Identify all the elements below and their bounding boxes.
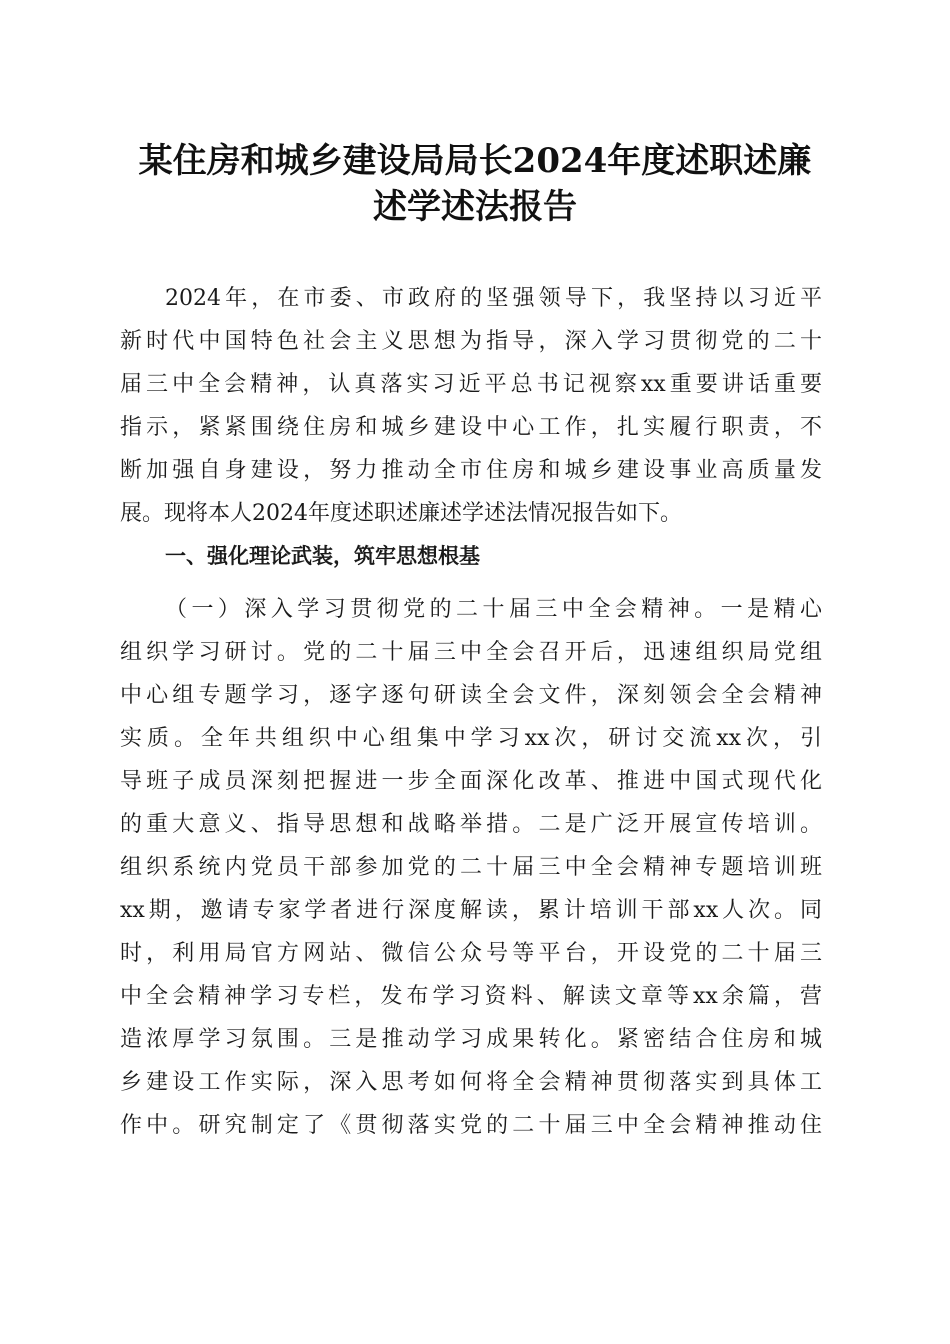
body-line: 新时代中国特色社会主义思想为指导，深入学习贯彻党的二十: [120, 329, 822, 354]
body-line: 指示，紧紧围绕住房和城乡建设中心工作，扎实履行职责，不: [120, 415, 822, 440]
body-line: 导班子成员深刻把握进一步全面深化改革、推进中国式现代化: [120, 769, 822, 794]
body-line: 中全会精神学习专栏，发布学习资料、解读文章等xx余篇，营: [120, 984, 822, 1009]
body-line: 中心组专题学习，逐字逐句研读全会文件，深刻领会全会精神: [120, 683, 822, 708]
body-line: 断加强自身建设，努力推动全市住房和城乡建设事业高质量发: [120, 458, 822, 483]
document-title-line-2: 述学述法报告: [373, 187, 577, 227]
body-line: 组织学习研讨。党的二十届三中全会召开后，迅速组织局党组: [120, 640, 822, 665]
subsection-line: （一）深入学习贯彻党的二十届三中全会精神。一是精心: [165, 597, 822, 622]
body-line: 时，利用局官方网站、微信公众号等平台，开设党的二十届三: [120, 941, 822, 966]
body-line: 实质。全年共组织中心组集中学习xx次，研讨交流xx次，引: [120, 726, 822, 751]
body-line: 展。现将本人2024年度述职述廉述学述法情况报告如下。: [120, 501, 682, 526]
body-line: 的重大意义、指导思想和战略举措。二是广泛开展宣传培训。: [120, 812, 822, 837]
body-line: 组织系统内党员干部参加党的二十届三中全会精神专题培训班: [120, 855, 822, 880]
section-heading: 一、强化理论武装，筑牢思想根基: [165, 544, 480, 568]
body-line: 造浓厚学习氛围。三是推动学习成果转化。紧密结合住房和城: [120, 1027, 822, 1052]
body-line: xx期，邀请专家学者进行深度解读，累计培训干部xx人次。同: [120, 898, 822, 923]
body-line: 作中。研究制定了《贯彻落实党的二十届三中全会精神推动住: [120, 1113, 822, 1138]
document-title-line-1: 某住房和城乡建设局局长2024年度述职述廉: [138, 141, 812, 181]
body-line: 2024年，在市委、市政府的坚强领导下，我坚持以习近平: [165, 286, 822, 311]
body-line: 届三中全会精神，认真落实习近平总书记视察xx重要讲话重要: [120, 372, 822, 397]
body-line: 乡建设工作实际，深入思考如何将全会精神贯彻落实到具体工: [120, 1070, 822, 1095]
